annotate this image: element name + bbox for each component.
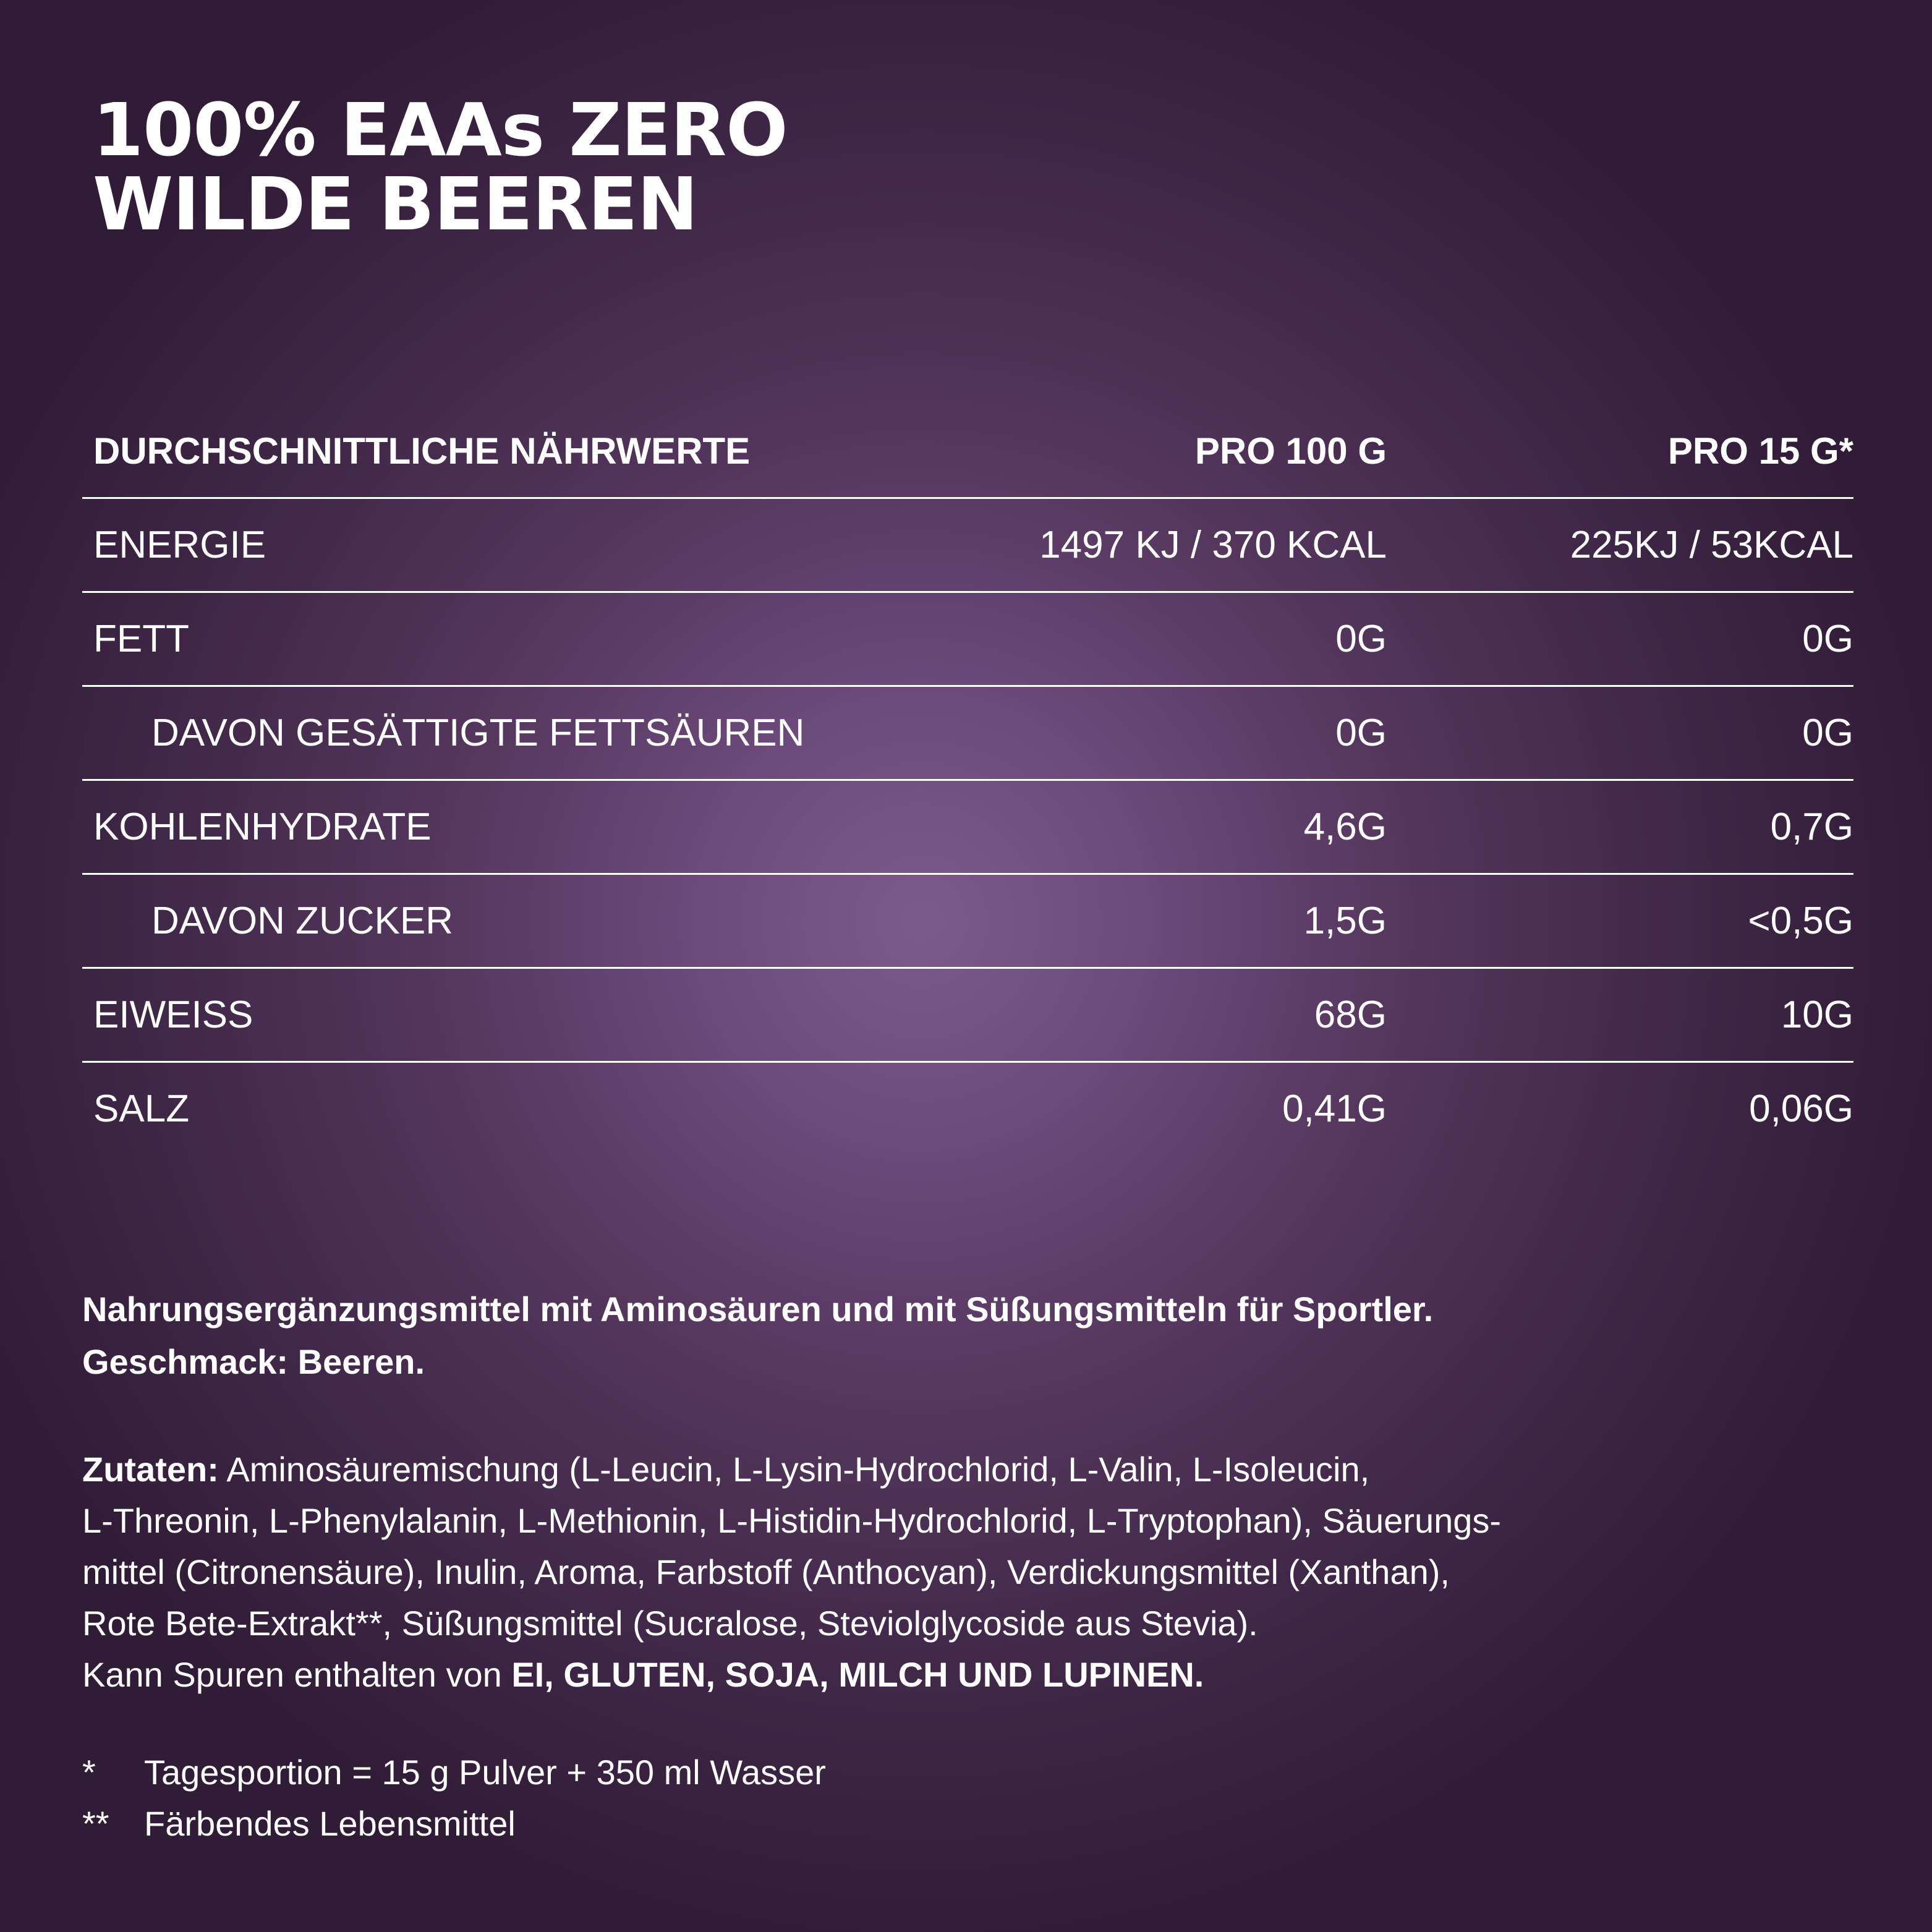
product-description — [82, 1283, 1857, 1388]
value-per-100g: 0G — [1335, 712, 1387, 754]
nutrition-table — [82, 405, 1853, 1155]
value-per-100g: 1497 KJ / 370 KCAL — [1039, 524, 1387, 566]
ingredients-line-2: L-Threonin, L-Phenylalanin, L-Methionin, L-Histidin-Hydrochlorid, L-Tryptophan), Säuerungs- — [82, 1501, 1502, 1540]
table-row — [82, 874, 1853, 968]
value-per-15g: 0G — [1802, 712, 1853, 754]
table-row — [82, 1062, 1853, 1155]
table-row — [82, 498, 1853, 592]
footnote-mark: * — [82, 1753, 96, 1792]
value-per-15g: 0G — [1802, 618, 1853, 660]
nutrient-name: DAVON ZUCKER — [151, 900, 454, 942]
nutrient-name: FETT — [93, 618, 189, 660]
value-per-100g: 4,6G — [1303, 806, 1387, 848]
product-title-line-2: WILDE BEEREN — [93, 161, 698, 247]
value-per-15g: 225KJ / 53KCAL — [1570, 524, 1853, 566]
value-per-100g: 0,41G — [1282, 1087, 1387, 1130]
footnote-text: Tagesportion = 15 g Pulver + 350 ml Wasser — [144, 1753, 826, 1792]
product-title-line-1: 100% EAAs ZERO — [93, 87, 788, 172]
ingredients-line-4: Rote Bete-Extrakt**, Süßungsmittel (Sucralose, Steviolglycoside aus Stevia). — [82, 1604, 1258, 1643]
nutrient-name: ENERGIE — [93, 524, 266, 566]
nutrient-name: SALZ — [93, 1087, 190, 1130]
header-per-100g: PRO 100 G — [1194, 430, 1387, 472]
description-line-2: Geschmack: Beeren. — [82, 1342, 425, 1381]
product-title — [93, 87, 788, 247]
footnote — [82, 1747, 1857, 1798]
value-per-100g: 68G — [1314, 994, 1387, 1036]
value-per-15g: 0,06G — [1749, 1087, 1853, 1130]
value-per-15g: <0,5G — [1748, 900, 1853, 942]
value-per-100g: 0G — [1335, 618, 1387, 660]
footnotes — [82, 1747, 1857, 1849]
ingredients-label: Zutaten: — [82, 1450, 219, 1489]
header-per-15g: PRO 15 G* — [1667, 430, 1853, 472]
table-row — [82, 968, 1853, 1062]
value-per-100g: 1,5G — [1303, 900, 1387, 942]
nutrient-name: DAVON GESÄTTIGTE FETTSÄUREN — [151, 712, 805, 754]
ingredients-line-1 — [82, 1444, 1857, 1495]
ingredients-block — [82, 1444, 1857, 1700]
table-row — [82, 780, 1853, 874]
ingredients-text: Aminosäuremischung (L-Leucin, L-Lysin-Hydrochlorid, L-Valin, L-Isoleucin, — [218, 1450, 1370, 1489]
footnote — [82, 1798, 1857, 1849]
traces-prefix: Kann Spuren enthalten von — [82, 1655, 512, 1694]
table-row — [82, 592, 1853, 686]
nutrient-name: KOHLENHYDRATE — [93, 806, 432, 848]
footnote-text: Färbendes Lebensmittel — [144, 1804, 516, 1843]
table-row — [82, 686, 1853, 780]
header-nutrient: DURCHSCHNITTLICHE NÄHRWERTE — [93, 430, 751, 472]
ingredients-line-3: mittel (Citronensäure), Inulin, Aroma, Farbstoff (Anthocyan), Verdickungsmittel (Xanthan), — [82, 1552, 1450, 1591]
value-per-15g: 0,7G — [1770, 806, 1853, 848]
allergen-traces — [82, 1649, 1857, 1700]
nutrient-name: EIWEISS — [93, 994, 253, 1036]
footnote-mark: ** — [82, 1804, 109, 1843]
traces-allergens: EI, GLUTEN, SOJA, MILCH UND LUPINEN. — [511, 1655, 1204, 1694]
value-per-15g: 10G — [1781, 994, 1853, 1036]
nutrition-header-row — [82, 405, 1853, 498]
description-line-1: Nahrungsergänzungsmittel mit Aminosäuren und mit Süßungsmitteln für Sportler. — [82, 1290, 1434, 1329]
